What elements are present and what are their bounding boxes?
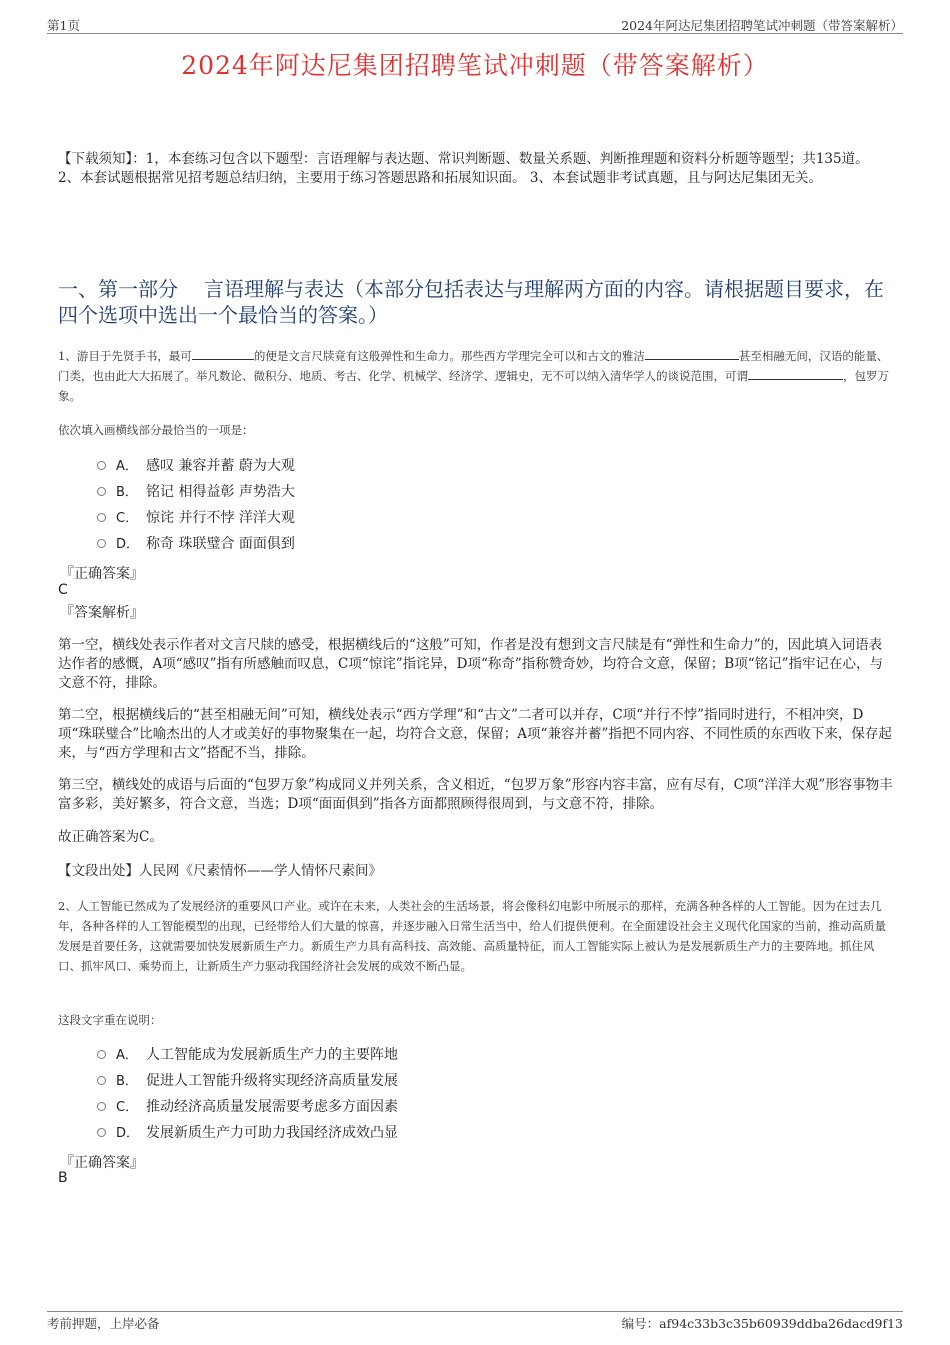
radio-icon[interactable]	[97, 1050, 106, 1059]
q1-analysis-paragraph-2: 第二空，根据横线后的“甚至相融无间”可知，横线处表示“西方学理”和“古文”二者可以并存，C项“并行不悖”指同时进行，不相冲突，D项“珠联璧合”比喻杰出的人才或美好的事物聚集在一起，均符合文意，保留；A项“兼容并蓄”指把不同内容、不同性质的东西收下来，保存起来，与“西方学理和古文”搭配不当，排除。	[58, 707, 892, 761]
blank-3	[748, 366, 843, 380]
radio-icon[interactable]	[97, 1076, 106, 1085]
q1-answer-label: 『正确答案』	[60, 566, 144, 582]
document-title: 2024年阿达尼集团招聘笔试冲刺题（带答案解析）	[181, 51, 769, 80]
question-1-stem: 1、游目于先贤手书，最可 的便是文言尺牍竟有这般弹性和生命力。那些西方学理完全可以和古文的雅洁 甚至相融无间，汉语的能量、门类，也由此大大拓展了。举凡数论、微积分、地质、考古、化学、机械学、经济学、逻辑史，无不可以纳入清华学人的谈说范围，可谓 ，包罗万象。	[58, 346, 894, 406]
q1-analysis-paragraph-1: 第一空，横线处表示作者对文言尺牍的感受，根据横线后的“这般”可知，作者是没有想到文言尺牍是有“弹性和生命力”的，因此填入词语表达作者的感慨，A项“感叹”指有所感触而叹息，C项“惊诧”指诧异，D项“称奇”指称赞奇妙，均符合文意，保留；B项“铭记”指牢记在心，与文意不符，排除。	[58, 637, 884, 691]
q1-option-c[interactable]: C． 惊诧 并行不悖 洋洋大观	[97, 508, 295, 528]
radio-icon[interactable]	[97, 1128, 106, 1137]
q2-option-b[interactable]: B． 促进人工智能升级将实现经济高质量发展	[97, 1071, 398, 1091]
header-divider	[47, 33, 903, 34]
radio-icon[interactable]	[97, 461, 106, 470]
q1-analysis-label: 『答案解析』	[60, 605, 144, 621]
radio-icon[interactable]	[97, 487, 106, 496]
question-1-prompt: 依次填入画横线部分最恰当的一项是：	[58, 423, 254, 437]
q2-option-d[interactable]: D． 发展新质生产力可助力我国经济成效凸显	[97, 1123, 398, 1143]
section-heading-number: 一、第一部分	[58, 277, 178, 301]
radio-icon[interactable]	[97, 1102, 106, 1111]
q2-option-a[interactable]: A． 人工智能成为发展新质生产力的主要阵地	[97, 1045, 398, 1065]
header-doc-title: 2024年阿达尼集团招聘笔试冲刺题（带答案解析）	[621, 18, 903, 33]
q1-analysis-conclusion: 故正确答案为C。	[58, 829, 163, 845]
q2-answer-label: 『正确答案』	[60, 1155, 144, 1171]
download-notice: 【下载须知】：1，本套练习包含以下题型：言语理解与表达题、常识判断题、数量关系题、判断推理题和资料分析题等题型；共135道。 2、本套试题根据常见招考题总结归纳，主要用于练习答题思路和拓展知识面。 3、本套试题非考试真题，且与阿达尼集团无关。	[58, 151, 869, 186]
q1-option-a[interactable]: A． 感叹 兼容并蓄 蔚为大观	[97, 456, 295, 476]
q1-option-d[interactable]: D． 称奇 珠联璧合 面面俱到	[97, 534, 295, 554]
section-heading-text: 言语理解与表达（本部分包括表达与理解两方面的内容。请根据题目要求，在四个选项中选出一个最恰当的答案。）	[58, 277, 884, 327]
footer-divider	[47, 1311, 903, 1312]
question-2-stem: 2、人工智能已然成为了发展经济的重要风口产业。或许在未来，人类社会的生活场景，将会像科幻电影中所展示的那样，充满各种各样的人工智能。因为在过去几年，各种各样的人工智能模型的出现，已经带给人们大量的惊喜，并逐步融入日常生活当中，给人们提供便利。在全面建设社会主义现代化国家的当前，推动高质量发展是首要任务，这就需要加快发展新质生产力。新质生产力具有高科技、高效能、高质量特征，而人工智能实际上被认为是发展新质生产力的主要阵地。抓住风口、抓牢风口、乘势而上，让新质生产力驱动我国经济社会发展的成效不断凸显。	[58, 899, 886, 973]
q2-option-c[interactable]: C． 推动经济高质量发展需要考虑多方面因素	[97, 1097, 398, 1117]
footer-slogan: 考前押题，上岸必备	[47, 1316, 160, 1331]
q1-answer: C	[58, 582, 68, 598]
question-2-prompt: 这段文字重在说明：	[58, 1013, 162, 1027]
blank-1	[192, 346, 254, 360]
q1-analysis-paragraph-3: 第三空，横线处的成语与后面的“包罗万象”构成同义并列关系，含义相近，“包罗万象”形容内容丰富，应有尽有，C项“洋洋大观”形容事物丰富多彩，美好繁多，符合文意，当选；D项“面面俱到”指各方面都照顾得很周到，与文意不符，排除。	[58, 777, 893, 812]
page-number: 第1页	[47, 18, 80, 33]
radio-icon[interactable]	[97, 513, 106, 522]
q1-option-b[interactable]: B． 铭记 相得益彰 声势浩大	[97, 482, 295, 502]
page-footer	[47, 1314, 903, 1330]
q2-answer: B	[58, 1170, 68, 1186]
radio-icon[interactable]	[97, 539, 106, 548]
q1-source: 【文段出处】人民网《尺素情怀——学人情怀尺素间》	[58, 863, 382, 879]
section-heading	[58, 276, 894, 328]
page-header	[47, 16, 903, 32]
footer-serial: 编号：af94c33b3c35b60939ddba26dacd9f13	[621, 1316, 903, 1331]
blank-2	[645, 346, 739, 360]
